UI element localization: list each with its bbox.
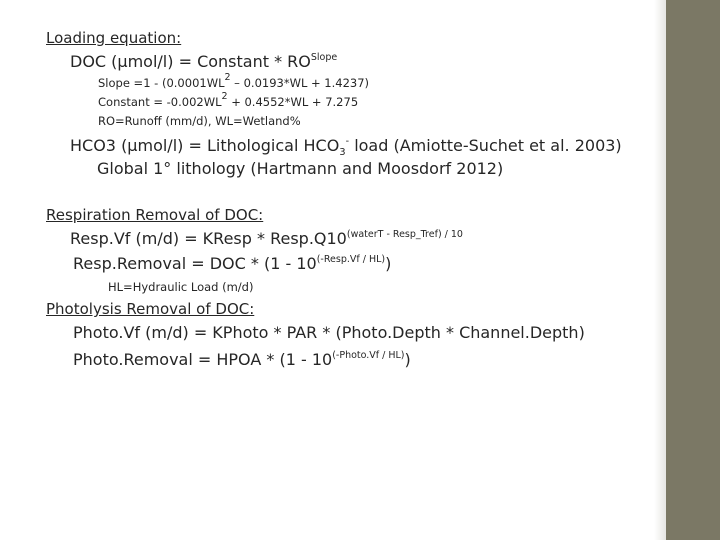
photo-removal-base: Photo.Removal = HPOA * (1 - 10	[73, 350, 333, 369]
runoff-definition: RO=Runoff (mm/d), WL=Wetland%	[98, 114, 301, 128]
slope-equation-a: Slope =1 - (0.0001WL	[98, 76, 225, 90]
loading-heading: Loading equation:	[46, 29, 182, 47]
constant-equation	[98, 91, 359, 109]
resp-removal-exponent: (-Resp.Vf / HL)	[316, 254, 386, 265]
slope-equation	[98, 72, 370, 90]
photo-vf-equation: Photo.Vf (m/d) = KPhoto * PAR * (Photo.Depth * Channel.Depth)	[73, 323, 585, 342]
hco3-superscript: -	[345, 136, 350, 147]
lithology-source: Global 1° lithology (Hartmann and Moosdorf 2012)	[97, 159, 504, 178]
resp-vf-exponent: (waterT - Resp_Tref) / 10	[346, 229, 463, 240]
constant-equation-b: + 0.4552*WL + 7.275	[227, 95, 359, 109]
hydraulic-load-definition: HL=Hydraulic Load (m/d)	[108, 280, 254, 294]
resp-removal-close: )	[385, 254, 392, 273]
slope-equation-b: – 0.0193*WL + 1.4237)	[230, 76, 370, 90]
photolysis-heading: Photolysis Removal of DOC:	[46, 300, 255, 318]
resp-removal-equation	[73, 256, 391, 272]
constant-equation-a: Constant = -0.002WL	[98, 95, 222, 109]
respiration-heading: Respiration Removal of DOC:	[46, 206, 264, 224]
constant-squared: 2	[221, 91, 228, 102]
slope-squared: 2	[224, 72, 231, 83]
photo-removal-close: )	[404, 350, 411, 369]
doc-equation	[70, 54, 337, 70]
photo-removal-exponent: (-Photo.Vf / HL)	[332, 350, 405, 361]
hco3-subscript: 3	[339, 147, 346, 158]
doc-equation-lhs: DOC (µmol/l) = Constant * RO	[70, 52, 311, 71]
resp-vf-base: Resp.Vf (m/d) = KResp * Resp.Q10	[70, 229, 347, 248]
side-band	[666, 0, 720, 540]
hco3-equation	[70, 136, 622, 158]
hco3-equation-b: load (Amiotte-Suchet et al. 2003)	[349, 136, 622, 155]
hco3-equation-a: HCO3 (µmol/l) = Lithological HCO	[70, 136, 340, 155]
resp-removal-base: Resp.Removal = DOC * (1 - 10	[73, 254, 317, 273]
photo-removal-equation	[73, 352, 411, 368]
side-band-shadow	[654, 0, 666, 540]
resp-vf-equation	[70, 231, 463, 247]
doc-equation-exponent: Slope	[310, 52, 338, 63]
